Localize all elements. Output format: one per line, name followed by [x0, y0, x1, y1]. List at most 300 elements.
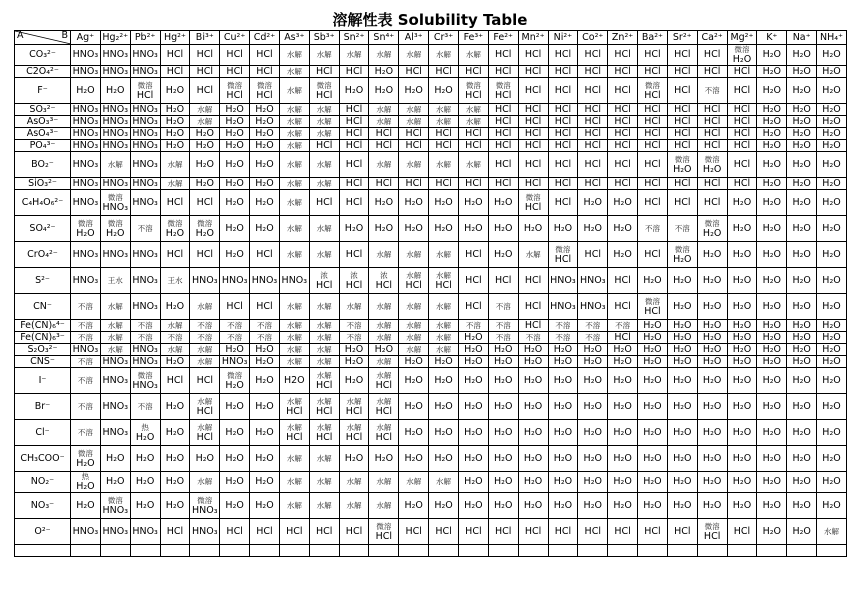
empty-cell	[727, 545, 757, 557]
solubility-cell: H₂O	[250, 178, 280, 190]
solubility-cell: 微溶 H₂O	[160, 216, 190, 242]
solubility-cell: 水解	[458, 152, 488, 178]
table-row	[15, 356, 847, 368]
solubility-cell: H₂O	[339, 446, 369, 472]
solubility-cell: H₂O	[697, 332, 727, 344]
solubility-cell: H₂O	[220, 178, 250, 190]
solubility-cell: H₂O	[757, 128, 787, 140]
solubility-cell: HCl	[608, 128, 638, 140]
solubility-cell: HNO₃	[548, 294, 578, 320]
solubility-cell: HCl	[697, 190, 727, 216]
solubility-cell: HCl	[548, 152, 578, 178]
solubility-cell: HCl	[190, 368, 220, 394]
solubility-cell: 水解	[429, 294, 459, 320]
solubility-cell: HCl	[339, 190, 369, 216]
solubility-cell: HNO₃	[190, 519, 220, 545]
solubility-cell: HCl	[429, 140, 459, 152]
solubility-cell: 水解	[429, 344, 459, 356]
solubility-cell: HCl	[190, 190, 220, 216]
solubility-cell: H₂O	[667, 294, 697, 320]
empty-cell	[488, 545, 518, 557]
solubility-cell: H₂O	[429, 446, 459, 472]
solubility-cell: 水解	[429, 104, 459, 116]
solubility-cell: H₂O	[697, 242, 727, 268]
solubility-cell: 不溶	[220, 332, 250, 344]
solubility-cell: HCl	[220, 45, 250, 66]
solubility-cell: HNO₃	[100, 66, 130, 78]
solubility-cell: HCl	[697, 140, 727, 152]
solubility-cell: 水解	[100, 332, 130, 344]
solubility-cell: HNO₃	[100, 420, 130, 446]
solubility-cell: H₂O	[250, 394, 280, 420]
solubility-cell: HNO₃	[130, 190, 160, 216]
solubility-cell: 水解	[369, 116, 399, 128]
solubility-cell: 水解	[458, 104, 488, 116]
empty-cell	[638, 545, 668, 557]
solubility-cell: H₂O	[250, 420, 280, 446]
solubility-cell: H₂O	[458, 356, 488, 368]
solubility-cell: H₂O	[638, 320, 668, 332]
solubility-cell: H₂O	[667, 332, 697, 344]
solubility-cell: 水解	[429, 152, 459, 178]
solubility-cell: HNO₃	[130, 519, 160, 545]
solubility-cell: HCl	[399, 178, 429, 190]
solubility-cell: 水解	[369, 332, 399, 344]
solubility-cell: H₂O	[817, 268, 847, 294]
solubility-cell: 微溶 HCl	[220, 78, 250, 104]
page-title: 溶解性表 Solubility Table	[332, 11, 528, 29]
solubility-cell: 水解	[190, 472, 220, 493]
table-row	[15, 420, 847, 446]
solubility-cell: H₂O	[757, 472, 787, 493]
solubility-cell: 水解	[100, 152, 130, 178]
solubility-cell: H₂O	[697, 320, 727, 332]
empty-cell	[757, 545, 787, 557]
solubility-cell: HCl	[488, 140, 518, 152]
solubility-cell: 热 H₂O	[130, 420, 160, 446]
solubility-cell: H₂O	[190, 446, 220, 472]
solubility-cell: 不溶	[190, 320, 220, 332]
solubility-cell: H₂O	[578, 446, 608, 472]
solubility-cell: H₂O	[697, 368, 727, 394]
empty-cell	[429, 545, 459, 557]
solubility-cell: HCl	[488, 152, 518, 178]
solubility-cell: H₂O	[399, 420, 429, 446]
solubility-cell: 水解	[369, 242, 399, 268]
solubility-cell: H₂O	[578, 344, 608, 356]
solubility-cell: HCl	[638, 116, 668, 128]
cation-header: Hg²⁺	[160, 31, 190, 45]
solubility-cell: HCl	[727, 128, 757, 140]
solubility-cell: H₂O	[638, 268, 668, 294]
solubility-cell: HCl	[727, 104, 757, 116]
solubility-cell: HNO₃	[71, 519, 101, 545]
solubility-cell: H₂O	[190, 178, 220, 190]
solubility-cell: 水解 HCl	[369, 420, 399, 446]
solubility-cell: H₂O	[458, 190, 488, 216]
solubility-cell: H₂O	[578, 356, 608, 368]
solubility-cell: 不溶	[130, 332, 160, 344]
solubility-cell: H₂O	[399, 368, 429, 394]
solubility-cell: HCl	[578, 178, 608, 190]
solubility-cell: H2O	[279, 368, 309, 394]
solubility-cell: H₂O	[817, 152, 847, 178]
solubility-cell: HNO₃	[100, 45, 130, 66]
cation-header: Pb²⁺	[130, 31, 160, 45]
solubility-cell: HNO₃	[100, 519, 130, 545]
solubility-cell: HCl	[518, 519, 548, 545]
solubility-cell: 水解	[309, 216, 339, 242]
solubility-cell: 水解	[279, 344, 309, 356]
anion-label: NO₂⁻	[15, 472, 71, 493]
solubility-cell: HCl	[697, 66, 727, 78]
anion-label: SO₃²⁻	[15, 104, 71, 116]
solubility-cell: HNO₃	[71, 128, 101, 140]
solubility-cell: 水解	[399, 320, 429, 332]
solubility-cell: 水解	[309, 493, 339, 519]
solubility-cell: HCl	[488, 104, 518, 116]
solubility-cell: HCl	[339, 104, 369, 116]
anion-label: CH₃COO⁻	[15, 446, 71, 472]
solubility-cell: HCl	[309, 519, 339, 545]
solubility-cell: HCl	[578, 45, 608, 66]
solubility-cell: 水解	[279, 78, 309, 104]
solubility-cell: 水解	[190, 356, 220, 368]
solubility-cell: 不溶	[488, 332, 518, 344]
solubility-cell: H₂O	[787, 332, 817, 344]
solubility-cell: 水解 HCl	[309, 368, 339, 394]
empty-cell	[458, 545, 488, 557]
solubility-cell: 水解	[279, 242, 309, 268]
solubility-cell: 水解	[160, 320, 190, 332]
solubility-cell: H₂O	[71, 493, 101, 519]
solubility-cell: 微溶 HCl	[697, 519, 727, 545]
solubility-cell: 水解	[309, 472, 339, 493]
table-row	[15, 128, 847, 140]
solubility-cell: 水解	[309, 178, 339, 190]
anion-label: CrO₄²⁻	[15, 242, 71, 268]
solubility-cell: H₂O	[429, 368, 459, 394]
solubility-cell: 不溶	[71, 320, 101, 332]
solubility-cell: HCl	[518, 66, 548, 78]
solubility-cell: H₂O	[697, 394, 727, 420]
solubility-cell: H₂O	[817, 493, 847, 519]
empty-cell	[369, 545, 399, 557]
solubility-cell: HCl	[250, 242, 280, 268]
solubility-cell: H₂O	[220, 216, 250, 242]
solubility-cell: HCl	[429, 66, 459, 78]
solubility-cell: H₂O	[727, 394, 757, 420]
solubility-cell: HNO₃	[71, 140, 101, 152]
solubility-cell: HCl	[518, 78, 548, 104]
solubility-cell: H₂O	[518, 394, 548, 420]
solubility-cell: 水解	[369, 356, 399, 368]
solubility-cell: H₂O	[817, 104, 847, 116]
solubility-cell: 水解	[339, 493, 369, 519]
solubility-cell: HCl	[160, 45, 190, 66]
solubility-cell: 水解 HCl	[369, 368, 399, 394]
solubility-cell: HCl	[578, 104, 608, 116]
empty-cell	[787, 545, 817, 557]
solubility-cell: H₂O	[339, 344, 369, 356]
solubility-cell: HCl	[608, 140, 638, 152]
solubility-cell: 水解	[160, 344, 190, 356]
solubility-cell: 水解	[369, 104, 399, 116]
solubility-cell: H₂O	[429, 394, 459, 420]
solubility-cell: 水解	[429, 242, 459, 268]
solubility-cell: H₂O	[458, 472, 488, 493]
solubility-cell: HCl	[369, 128, 399, 140]
solubility-cell: HNO₃	[130, 294, 160, 320]
solubility-cell: H₂O	[548, 446, 578, 472]
solubility-cell: HCl	[160, 190, 190, 216]
solubility-cell: HCl	[518, 104, 548, 116]
solubility-cell: H₂O	[190, 140, 220, 152]
solubility-cell: HCl	[518, 294, 548, 320]
solubility-cell: HCl	[399, 66, 429, 78]
solubility-cell: 浓 HCl	[339, 268, 369, 294]
solubility-cell: HCl	[667, 66, 697, 78]
solubility-cell: H₂O	[250, 216, 280, 242]
empty-cell	[100, 545, 130, 557]
solubility-cell: H₂O	[488, 493, 518, 519]
solubility-cell: H₂O	[817, 294, 847, 320]
solubility-cell: HCl	[548, 140, 578, 152]
solubility-cell: HCl	[339, 116, 369, 128]
corner-cell	[15, 31, 71, 45]
solubility-cell: H₂O	[787, 294, 817, 320]
solubility-cell: 不溶	[250, 320, 280, 332]
solubility-cell: HCl	[548, 519, 578, 545]
solubility-cell: 水解	[309, 116, 339, 128]
solubility-cell: 水解	[190, 294, 220, 320]
solubility-cell: 水解	[279, 45, 309, 66]
solubility-cell: 水解	[458, 45, 488, 66]
solubility-cell: H₂O	[429, 493, 459, 519]
solubility-cell: H₂O	[817, 45, 847, 66]
solubility-cell: HNO₃	[71, 344, 101, 356]
solubility-cell: HNO₃	[578, 268, 608, 294]
solubility-cell: 水解	[279, 320, 309, 332]
solubility-cell: 水解	[369, 152, 399, 178]
table-row	[15, 242, 847, 268]
anion-label: Fe(CN)₆⁴⁻	[15, 320, 71, 332]
solubility-cell: H₂O	[757, 268, 787, 294]
solubility-cell: HCl	[667, 519, 697, 545]
solubility-cell: HCl	[638, 128, 668, 140]
solubility-cell: 不溶	[608, 320, 638, 332]
solubility-cell: H₂O	[727, 368, 757, 394]
solubility-cell: H₂O	[697, 446, 727, 472]
solubility-cell: H₂O	[160, 446, 190, 472]
solubility-cell: H₂O	[817, 420, 847, 446]
solubility-cell: H₂O	[817, 446, 847, 472]
solubility-cell: H₂O	[518, 493, 548, 519]
solubility-cell: H₂O	[458, 420, 488, 446]
solubility-cell: HCl	[488, 178, 518, 190]
solubility-cell: H₂O	[638, 394, 668, 420]
solubility-cell: H₂O	[608, 356, 638, 368]
solubility-cell: 水解	[309, 104, 339, 116]
solubility-cell: 水解 HCl	[429, 268, 459, 294]
table-row	[15, 294, 847, 320]
empty-cell	[399, 545, 429, 557]
solubility-cell: 水解	[339, 294, 369, 320]
solubility-cell: H₂O	[727, 356, 757, 368]
solubility-cell: 水解	[429, 332, 459, 344]
solubility-cell: H₂O	[220, 140, 250, 152]
solubility-cell: HCl	[429, 178, 459, 190]
solubility-cell: 水解	[279, 152, 309, 178]
cation-header: Na⁺	[787, 31, 817, 45]
solubility-cell: HCl	[190, 66, 220, 78]
solubility-cell: H₂O	[757, 104, 787, 116]
solubility-cell: H₂O	[429, 78, 459, 104]
solubility-cell: 微溶 H₂O	[697, 152, 727, 178]
solubility-cell: H₂O	[608, 394, 638, 420]
solubility-cell: HCl	[608, 178, 638, 190]
solubility-cell: 水解	[309, 332, 339, 344]
solubility-cell: HCl	[309, 66, 339, 78]
solubility-cell: 不溶	[578, 332, 608, 344]
solubility-cell: H₂O	[518, 446, 548, 472]
solubility-cell: H₂O	[697, 472, 727, 493]
anion-label: Fe(CN)₆³⁻	[15, 332, 71, 344]
solubility-cell: 热 H₂O	[71, 472, 101, 493]
solubility-cell: H₂O	[817, 178, 847, 190]
solubility-cell: HNO₃	[130, 104, 160, 116]
solubility-cell: HNO₃	[71, 116, 101, 128]
table-row	[15, 472, 847, 493]
table-row	[15, 152, 847, 178]
solubility-cell: H₂O	[518, 472, 548, 493]
solubility-cell: HCl	[518, 268, 548, 294]
solubility-cell: H₂O	[727, 190, 757, 216]
solubility-cell: H₂O	[369, 446, 399, 472]
solubility-cell: 水解	[399, 45, 429, 66]
solubility-cell: 水解	[190, 104, 220, 116]
solubility-cell: H₂O	[250, 140, 280, 152]
solubility-cell: 水解 HCl	[190, 394, 220, 420]
solubility-cell: 微溶 HNO₃	[190, 493, 220, 519]
solubility-cell: 水解	[369, 320, 399, 332]
solubility-cell: H₂O	[339, 356, 369, 368]
solubility-cell: H₂O	[757, 78, 787, 104]
anion-label: CN⁻	[15, 294, 71, 320]
empty-cell	[548, 545, 578, 557]
solubility-cell: H₂O	[548, 368, 578, 394]
solubility-cell: H₂O	[757, 368, 787, 394]
empty-cell	[697, 545, 727, 557]
solubility-cell: H₂O	[518, 356, 548, 368]
solubility-cell: 水解	[279, 190, 309, 216]
solubility-cell: 不溶	[339, 320, 369, 332]
solubility-cell: HCl	[697, 178, 727, 190]
solubility-cell: HNO₃	[71, 178, 101, 190]
solubility-cell: H₂O	[220, 446, 250, 472]
solubility-cell: HCl	[638, 178, 668, 190]
solubility-cell: 不溶	[488, 294, 518, 320]
solubility-cell: 水解	[309, 294, 339, 320]
solubility-cell: H₂O	[757, 332, 787, 344]
solubility-cell: 王水	[160, 268, 190, 294]
solubility-cell: H₂O	[608, 472, 638, 493]
solubility-cell: 不溶	[518, 332, 548, 344]
solubility-cell: 水解	[399, 116, 429, 128]
solubility-cell: 微溶 H₂O	[727, 45, 757, 66]
solubility-cell: HCl	[518, 140, 548, 152]
solubility-cell: H₂O	[548, 472, 578, 493]
solubility-cell: 不溶	[488, 320, 518, 332]
solubility-cell: H₂O	[638, 356, 668, 368]
solubility-cell: H₂O	[697, 268, 727, 294]
solubility-cell: H₂O	[787, 116, 817, 128]
solubility-cell: H₂O	[727, 420, 757, 446]
solubility-cell: HCl	[638, 242, 668, 268]
anion-label: PO₄³⁻	[15, 140, 71, 152]
solubility-cell: HCl	[578, 66, 608, 78]
table-row	[15, 45, 847, 66]
anion-label: Cl⁻	[15, 420, 71, 446]
empty-cell	[667, 545, 697, 557]
solubility-cell: 微溶 HNO₃	[100, 493, 130, 519]
solubility-cell: 不溶	[130, 394, 160, 420]
solubility-cell: 水解	[399, 344, 429, 356]
solubility-cell: 微溶 HNO₃	[100, 190, 130, 216]
solubility-cell: HCl	[548, 190, 578, 216]
solubility-cell: 不溶	[697, 78, 727, 104]
solubility-cell: H₂O	[458, 344, 488, 356]
solubility-cell: HCl	[548, 128, 578, 140]
solubility-cell: H₂O	[787, 190, 817, 216]
cation-header: Sn⁴⁺	[369, 31, 399, 45]
solubility-cell: HCl	[727, 140, 757, 152]
solubility-cell: HCl	[727, 178, 757, 190]
solubility-cell: HNO₃	[71, 268, 101, 294]
solubility-cell: HCl	[608, 45, 638, 66]
solubility-cell: HNO₃	[130, 356, 160, 368]
solubility-cell: HNO₃	[250, 268, 280, 294]
solubility-cell: HCl	[638, 519, 668, 545]
solubility-cell: HCl	[488, 268, 518, 294]
solubility-cell: HCl	[727, 152, 757, 178]
solubility-cell: 微溶 H₂O	[667, 242, 697, 268]
cation-header: Hg₂²⁺	[100, 31, 130, 45]
solubility-cell: H₂O	[787, 446, 817, 472]
solubility-cell: HCl	[518, 178, 548, 190]
solubility-cell: 微溶 H₂O	[100, 216, 130, 242]
solubility-cell: HNO₃	[548, 268, 578, 294]
solubility-cell: H₂O	[190, 128, 220, 140]
solubility-cell: 微溶 H₂O	[190, 216, 220, 242]
empty-cell	[220, 545, 250, 557]
solubility-cell: H₂O	[787, 140, 817, 152]
solubility-cell: H₂O	[817, 216, 847, 242]
solubility-cell: H₂O	[160, 128, 190, 140]
solubility-cell: H₂O	[518, 344, 548, 356]
solubility-cell: 水解	[309, 356, 339, 368]
solubility-cell: HCl	[369, 140, 399, 152]
solubility-cell: HCl	[429, 128, 459, 140]
solubility-cell: H₂O	[727, 242, 757, 268]
solubility-cell: HCl	[638, 152, 668, 178]
solubility-cell: H₂O	[697, 344, 727, 356]
solubility-cell: H₂O	[787, 344, 817, 356]
solubility-cell: H₂O	[100, 472, 130, 493]
solubility-cell: H₂O	[458, 368, 488, 394]
solubility-cell: HNO₃	[71, 190, 101, 216]
corner-label-b: B	[61, 30, 68, 41]
